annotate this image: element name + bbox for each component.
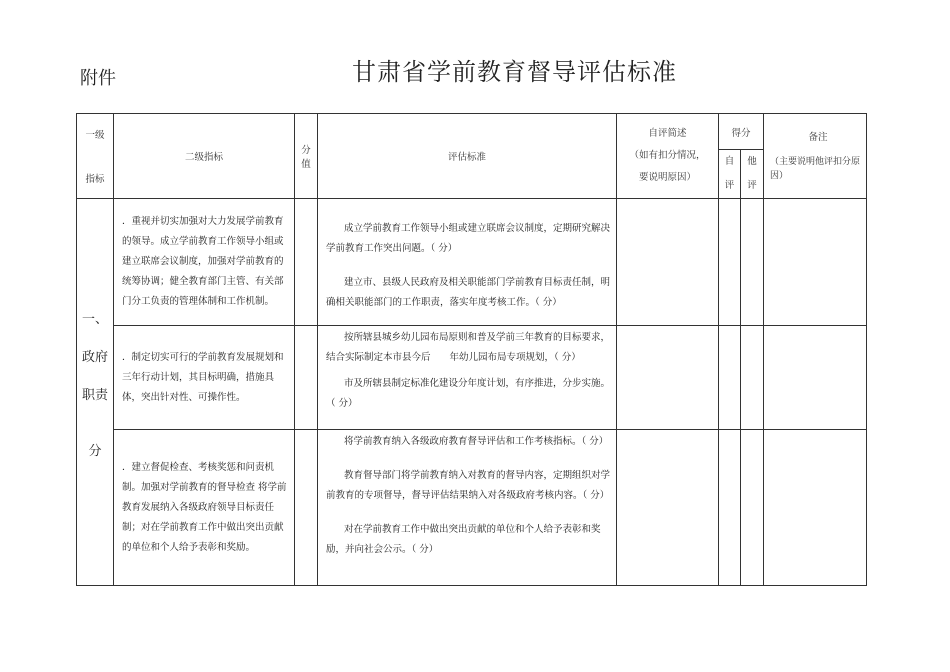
header-level1-top: 一级 [85, 130, 105, 141]
header-score-top: 分 [301, 145, 311, 156]
criteria-cell [318, 326, 617, 430]
score-cell [295, 430, 318, 586]
header-score [295, 114, 318, 199]
remarks-cell [764, 430, 867, 586]
self-score-cell [719, 326, 741, 430]
score-cell [295, 326, 318, 430]
criteria-cell [318, 430, 617, 586]
level2-indicator: ．重视并切实加强对大力发展学前教育的领导。成立学前教育工作领导小组或建立联席会议制度，加强对学前教育的统筹协调；健全教育部门主管、有关部门分工负责的管理体制和工作机制。 [114, 199, 295, 326]
criteria-item: 按所辖县城乡幼儿园布局原则和普及学前三年教育的目标要求，结合实际制定本市县今后 年幼儿园布局专项规划，（ 分） [326, 332, 611, 363]
self-score-cell [719, 430, 741, 586]
table-row [77, 430, 867, 586]
criteria-cell [318, 199, 617, 326]
remarks-cell [764, 326, 867, 430]
header-remarks-note: （主要说明他评扣分原因） [770, 157, 861, 181]
table-row [77, 199, 867, 326]
header-other-1: 他 [747, 156, 757, 167]
header-row [77, 114, 867, 150]
self-review-cell [617, 199, 719, 326]
level1-line2: 政府 [81, 350, 108, 365]
other-score-cell [741, 326, 764, 430]
criteria-item: 市及所辖县制定标准化建设分年度计划，有序推进，分步实施。（ 分） [326, 378, 611, 409]
header-points: 得分 [719, 114, 764, 150]
level1-line3: 职责 [81, 388, 108, 403]
criteria-item: 建立市、县级人民政府及相关职能部门学前教育目标责任制，明确相关职能部门的工作职责，落实年度考核工作。（ 分） [326, 277, 611, 308]
header-other-score [741, 150, 764, 199]
table-row [77, 326, 867, 430]
spacer [326, 259, 612, 273]
score-cell [295, 199, 318, 326]
document-title: 甘肃省学前教育督导评估标准 [352, 58, 677, 86]
remarks-cell [764, 199, 867, 326]
header-self-score [719, 150, 741, 199]
criteria-item: 对在学前教育工作中做出突出贡献的单位和个人给予表彰和奖励，并向社会公示。（ 分） [326, 524, 601, 555]
self-review-cell [617, 430, 719, 586]
self-score-cell [719, 199, 741, 326]
evaluation-table [76, 113, 867, 586]
spacer [326, 506, 612, 520]
attachment-label: 附件 [80, 68, 116, 89]
header-remarks-title: 备注 [808, 132, 828, 143]
header-level2: 二级指标 [114, 114, 295, 199]
header-criteria: 评估标准 [318, 114, 617, 199]
header-self-review-line2: （如有扣分情况， [629, 150, 706, 161]
header-self-2: 评 [724, 180, 735, 191]
level2-indicator: ．制定切实可行的学前教育发展规划和三年行动计划，其目标明确，措施具体，突出针对性、可操作性。 [114, 326, 295, 430]
header-other-2: 评 [747, 180, 757, 191]
header-self-review-line1: 自评简述 [648, 128, 687, 139]
spacer [326, 452, 612, 466]
level2-indicator: ．建立督促检查、考核奖惩和问责机制。加强对学前教育的督导检查 将学前教育发展纳入各级政府领导目标责任制；对在学前教育工作中做出突出贡献的单位和个人给予表彰和奖励。 [114, 430, 295, 586]
header-self-review [617, 114, 719, 199]
header-score-bottom: 值 [301, 159, 311, 170]
criteria-item: 成立学前教育工作领导小组或建立联席会议制度，定期研究解决学前教育工作突出问题。（ 分） [326, 223, 611, 254]
header-self-1: 自 [724, 156, 735, 167]
header-self-review-line3: 要说明原因） [638, 172, 696, 183]
criteria-item: 教育督导部门将学前教育纳入对教育的督导内容，定期组织对学前教育的专项督导，督导评估结果纳入对各级政府考核内容。（ 分） [326, 470, 611, 501]
header-remarks [764, 114, 867, 199]
header-level1-bottom: 指标 [85, 174, 105, 185]
other-score-cell [741, 199, 764, 326]
other-score-cell [741, 430, 764, 586]
criteria-item: 将学前教育纳入各级政府教育督导评估和工作考核指标。（ 分） [344, 436, 609, 447]
level1-indicator [77, 199, 114, 586]
header-level1 [77, 114, 114, 199]
level1-line1: 一、 [81, 312, 108, 327]
self-review-cell [617, 326, 719, 430]
level1-line4: 分 [88, 444, 102, 459]
